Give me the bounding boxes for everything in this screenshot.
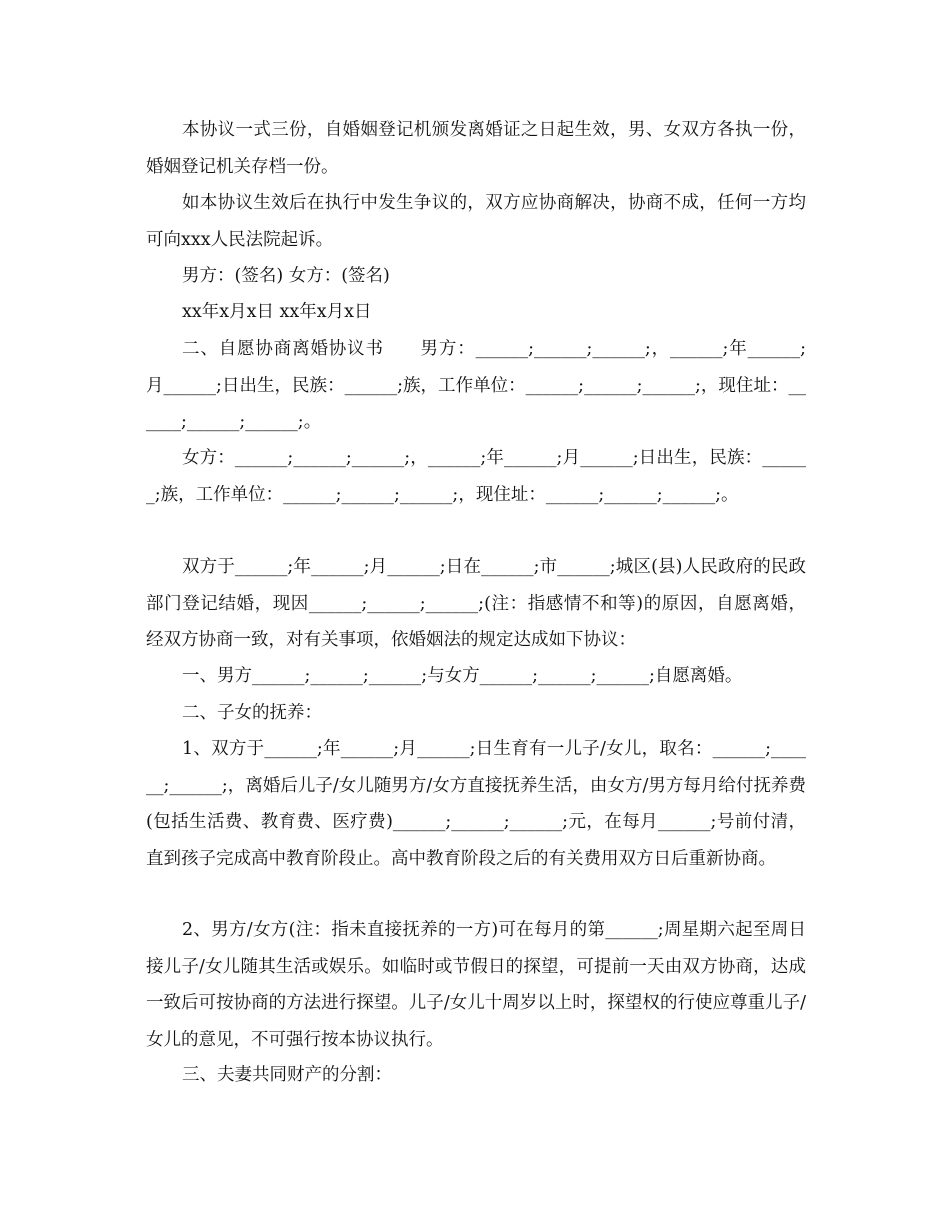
signature-line: 男方：(签名) 女方：(签名) bbox=[182, 266, 390, 286]
paragraph-copies: 本协议一式三份，自婚姻登记机颁发离婚证之日起生效，男、女双方各执一份，婚姻登记机关存档一份。 bbox=[146, 120, 806, 177]
clause-divorce: 一、男方______;______;______;与女方______;______;______;自愿离婚。 bbox=[182, 666, 743, 686]
heading-child-custody: 二、子女的抚养： bbox=[182, 703, 322, 723]
heading-property-division: 三、夫妻共同财产的分割： bbox=[182, 1065, 392, 1085]
clause-visitation: 2、男方/女方(注：指未直接抚养的一方)可在每月的第______;周星期六起至周日接儿子/女儿随其生活或娱乐。如临时或节假日的探望，可提前一天由双方协商，达成一致后可按协商的方法进行探望。儿子/女儿十周岁以上时，探望权的行使应尊重儿子/女儿的意见，不可强行按本协议执行。 bbox=[146, 920, 806, 1050]
paragraph-female: 女方：______;______;______;，______;年______;月______;日出生，民族：______;族，工作单位：______;______;______;，现住址：______;______;______;。 bbox=[146, 448, 806, 505]
paragraph-marriage-registration: 双方于______;年______;月______;日在______;市______;城区(县)人民政府的民政部门登记结婚，现因______;______;______;(注：指感情不和等)的原因，自愿离婚，经双方协商一致，对有关事项，依婚姻法的规定达成如下协议： bbox=[146, 557, 806, 650]
paragraph-agreement-title-male: 二、自愿协商离婚协议书 男方：______;______;______;，______;年______;月______;日出生，民族：______;族，工作单位：______;______;______;，现住址：______;______;______;。 bbox=[146, 339, 806, 432]
date-line: xx年x月x日 xx年x月x日 bbox=[182, 302, 372, 322]
clause-child-support: 1、双方于______;年______;月______;日生育有一儿子/女儿，取名：______;______;______;，离婚后儿子/女儿随男方/女方直接抚养生活，由女方/男方每月给付抚养费(包括生活费、教育费、医疗费)______;______;______;元，在每月______;号前付清，直到孩子完成高中教育阶段止。高中教育阶段之后的有关费用双方日后重新协商。 bbox=[146, 739, 806, 869]
paragraph-dispute: 如本协议生效后在执行中发生争议的，双方应协商解决，协商不成，任何一方均可向xxx人民法院起诉。 bbox=[146, 193, 806, 250]
